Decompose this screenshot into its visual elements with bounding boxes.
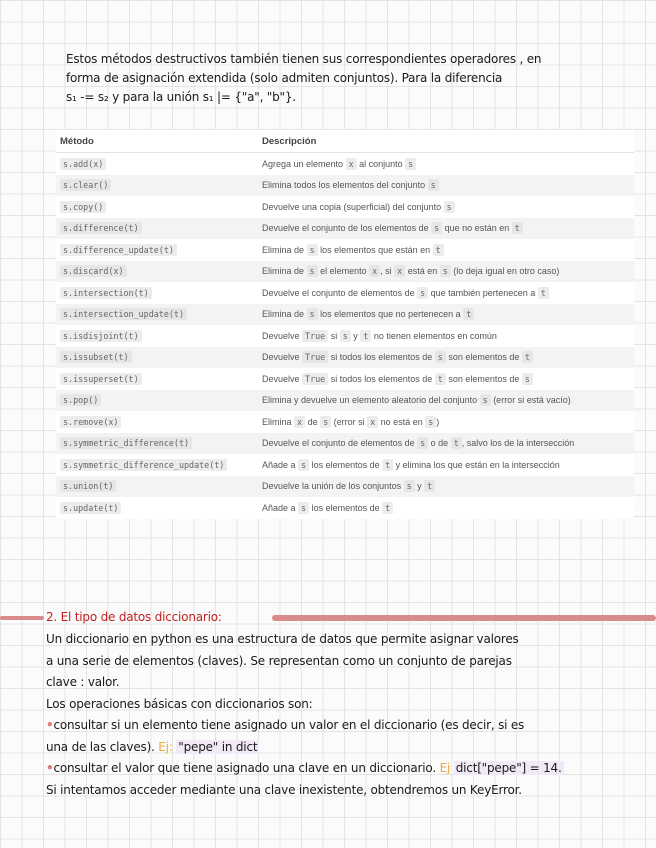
table-row: [56, 239, 634, 261]
description-text: , salvo los de la intersección: [461, 438, 575, 449]
description-cell: [258, 196, 634, 218]
description-text: Elimina de: [262, 266, 307, 277]
description-cell: [258, 476, 634, 498]
inline-code: x: [367, 416, 378, 428]
keyerror-note: Si intentamos acceder mediante una clave inexistente, obtendremos un KeyError.: [46, 782, 522, 797]
inline-code: s: [428, 179, 439, 191]
description-text: si: [328, 330, 340, 341]
bullet-dot-icon: •: [46, 761, 54, 775]
description-text: Devuelve el conjunto de los elementos de: [262, 223, 432, 234]
description-text: los elementos de: [309, 459, 383, 470]
method-cell: [56, 347, 258, 369]
description-cell: [258, 411, 634, 433]
method-cell: [56, 454, 258, 476]
intro-line: forma de asignación extendida (solo admiten conjuntos). Para la diferencia: [66, 71, 503, 85]
intro-line: Estos métodos destructivos también tienen sus correspondientes operadores , en: [66, 52, 542, 66]
description-cell: [258, 368, 634, 390]
description-text: Devuelve el conjunto de elementos de: [262, 287, 418, 298]
table-row: [56, 175, 634, 197]
divider-left: [0, 616, 44, 620]
description-text: Elimina y devuelve un elemento aleatorio del conjunto: [262, 395, 480, 406]
description-text: y: [414, 481, 425, 492]
description-text: no está en: [378, 416, 426, 427]
description-text: Agrega un elemento: [262, 158, 346, 169]
description-cell: [258, 347, 634, 369]
inline-code: True: [302, 351, 328, 363]
inline-code: t: [463, 308, 474, 320]
operations-intro: Los operaciones básicas con diccionarios son:: [46, 696, 313, 711]
example-code: dict["pepe"] = 14.: [455, 761, 562, 775]
description-text: no tienen elementos en común: [371, 330, 497, 341]
inline-code: t: [538, 287, 549, 299]
method-signature: s.copy(): [60, 201, 106, 213]
method-cell: [56, 368, 258, 390]
method-signature: s.update(t): [60, 502, 121, 514]
method-signature: s.clear(): [60, 179, 111, 191]
table-row: [56, 454, 634, 476]
description-text: Devuelve: [262, 330, 303, 341]
method-signature: s.remove(x): [60, 416, 121, 428]
inline-code: s: [307, 265, 318, 277]
inline-code: s: [298, 459, 309, 471]
inline-code: s: [417, 287, 428, 299]
inline-code: s: [340, 330, 351, 342]
description-text: y elimina los que están en la intersección: [393, 459, 560, 470]
bullet-item: [46, 758, 646, 780]
inline-code: x: [346, 158, 357, 170]
method-cell: [56, 304, 258, 326]
table-row: [56, 325, 634, 347]
inline-code: x: [294, 416, 305, 428]
inline-code: t: [512, 222, 523, 234]
inline-code: s: [320, 416, 331, 428]
description-text: al conjunto: [356, 158, 406, 169]
description-text: Elimina: [262, 416, 295, 427]
inline-code: True: [302, 330, 328, 342]
inline-code: s: [440, 265, 451, 277]
inline-code: s: [435, 351, 446, 363]
description-text: Devuelve: [262, 352, 303, 363]
divider-right: [272, 615, 656, 621]
intro-paragraph: [66, 50, 632, 107]
dictionary-notes: [46, 629, 646, 801]
inline-code: t: [424, 480, 435, 492]
description-text: ): [436, 416, 440, 427]
inline-code: t: [451, 437, 462, 449]
method-signature: s.add(x): [60, 158, 106, 170]
inline-code: s: [522, 373, 533, 385]
method-signature: s.issuperset(t): [60, 373, 142, 385]
description-cell: [258, 282, 634, 304]
table-row: [56, 347, 634, 369]
table-header-row: [56, 130, 634, 153]
inline-code: x: [394, 265, 405, 277]
description-cell: [258, 454, 634, 476]
description-cell: [258, 390, 634, 412]
bullet-item: [46, 715, 646, 737]
description-text: si todos los elementos de: [328, 352, 435, 363]
column-header-method: Método: [56, 130, 258, 153]
table-row: [56, 368, 634, 390]
description-text: Añade a: [262, 459, 299, 470]
description-text: Añade a: [262, 502, 299, 513]
description-text: Elimina de: [262, 309, 307, 320]
method-cell: [56, 175, 258, 197]
description-text: el elemento: [317, 266, 370, 277]
inline-code: t: [522, 351, 533, 363]
description-text: los elementos que no pertenecen a: [317, 309, 464, 320]
inline-code: s: [431, 222, 442, 234]
description-cell: [258, 153, 634, 175]
inline-code: s: [480, 394, 491, 406]
method-cell: [56, 153, 258, 175]
description-text: Devuelve una copia (superficial) del conjunto: [262, 201, 444, 212]
example-label: Ej: [439, 761, 451, 775]
description-text: los elementos de: [309, 502, 383, 513]
description-text: Elimina todos los elementos del conjunto: [262, 180, 428, 191]
inline-code: s: [404, 480, 415, 492]
description-text: que no están en: [442, 223, 512, 234]
description-text: son elementos de: [445, 352, 522, 363]
table-row: [56, 218, 634, 240]
description-text: que también pertenecen a: [428, 287, 538, 298]
description-text: (error si está vacío): [490, 395, 571, 406]
bullet-dot-icon: •: [46, 718, 54, 732]
inline-code: s: [298, 502, 309, 514]
method-signature: s.pop(): [60, 394, 101, 406]
description-text: Devuelve: [262, 373, 303, 384]
inline-code: s: [307, 308, 318, 320]
bullet-text: consultar si un elemento tiene asignado un valor en el diccionario (es decir, si es: [53, 718, 525, 732]
description-text: o de: [428, 438, 451, 449]
description-text: Elimina de: [262, 244, 307, 255]
table-row: [56, 476, 634, 498]
example-code: "pepe" in dict: [178, 739, 258, 754]
description-text: son elementos de: [445, 373, 522, 384]
inline-code: t: [433, 244, 444, 256]
description-text: Devuelve la unión de los conjuntos: [262, 481, 404, 492]
table-row: [56, 304, 634, 326]
inline-code: t: [382, 502, 393, 514]
description-cell: [258, 497, 634, 519]
description-text: y: [350, 330, 361, 341]
method-cell: [56, 325, 258, 347]
column-header-description: Descripción: [258, 130, 634, 153]
inline-code: t: [382, 459, 393, 471]
paragraph-line: Un diccionario en python es una estructura de datos que permite asignar valores: [46, 632, 519, 646]
table-row: [56, 153, 634, 175]
inline-code: s: [405, 158, 416, 170]
paragraph-line: a una serie de elementos (claves). Se representan como un conjunto de parejas: [46, 653, 512, 668]
method-cell: [56, 282, 258, 304]
set-methods-table: [56, 130, 634, 519]
example-label: Ej:: [158, 739, 173, 754]
method-cell: [56, 196, 258, 218]
method-signature: s.union(t): [60, 480, 116, 492]
bullet-continuation: [46, 737, 646, 759]
description-text: si todos los elementos de: [328, 373, 435, 384]
table-row: [56, 411, 634, 433]
method-cell: [56, 497, 258, 519]
inline-code: s: [425, 416, 436, 428]
inline-code: s: [417, 437, 428, 449]
inline-code: True: [302, 373, 328, 385]
method-signature: s.intersection_update(t): [60, 308, 187, 320]
paragraph-line: clave : valor.: [46, 675, 120, 689]
method-signature: s.difference_update(t): [60, 244, 177, 256]
method-signature: s.symmetric_difference_update(t): [60, 459, 227, 471]
method-signature: s.intersection(t): [60, 287, 152, 299]
description-text: , si: [380, 266, 395, 277]
table-row: [56, 433, 634, 455]
table-row: [56, 497, 634, 519]
bullet-text: consultar el valor que tiene asignado una clave en un diccionario.: [53, 761, 436, 775]
method-cell: [56, 476, 258, 498]
description-cell: [258, 304, 634, 326]
description-text: (error si: [331, 416, 368, 427]
section-title: 2. El tipo de datos diccionario:: [46, 610, 222, 624]
description-cell: [258, 218, 634, 240]
intro-line: s₁ -= s₂ y para la unión s₁ |= {"a", "b"}.: [66, 90, 296, 104]
inline-code: s: [307, 244, 318, 256]
inline-code: x: [369, 265, 380, 277]
method-signature: s.symmetric_difference(t): [60, 437, 192, 449]
method-signature: s.difference(t): [60, 222, 142, 234]
method-cell: [56, 218, 258, 240]
method-cell: [56, 411, 258, 433]
method-cell: [56, 433, 258, 455]
inline-code: t: [435, 373, 446, 385]
bullet-text: una de las claves).: [46, 739, 155, 754]
description-cell: [258, 325, 634, 347]
method-cell: [56, 239, 258, 261]
table-row: [56, 261, 634, 283]
table-row: [56, 282, 634, 304]
description-text: los elementos que están en: [317, 244, 433, 255]
description-cell: [258, 175, 634, 197]
method-signature: s.discard(x): [60, 265, 127, 277]
description-text: (lo deja igual en otro caso): [450, 266, 560, 277]
inline-code: t: [360, 330, 371, 342]
description-cell: [258, 239, 634, 261]
table-row: [56, 390, 634, 412]
description-text: de: [305, 416, 321, 427]
inline-code: s: [444, 201, 455, 213]
method-signature: s.isdisjoint(t): [60, 330, 142, 342]
table-row: [56, 196, 634, 218]
description-text: Devuelve el conjunto de elementos de: [262, 438, 418, 449]
method-cell: [56, 390, 258, 412]
description-cell: [258, 433, 634, 455]
method-cell: [56, 261, 258, 283]
description-cell: [258, 261, 634, 283]
method-signature: s.issubset(t): [60, 351, 132, 363]
description-text: está en: [405, 266, 440, 277]
